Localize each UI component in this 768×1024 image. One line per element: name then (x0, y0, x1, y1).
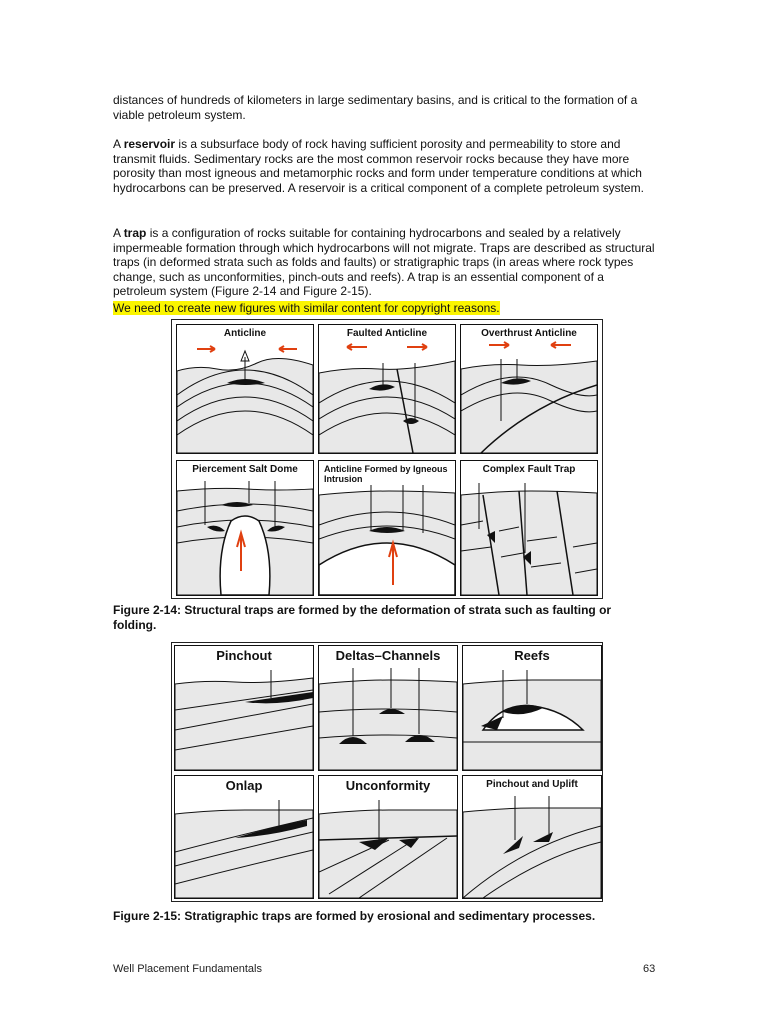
panel-deltas-channels (318, 645, 458, 771)
paragraph-trap (113, 226, 658, 299)
figure-2-14-caption: Figure 2-14: Structural traps are formed by the deformation of strata such as faulting or folding. (113, 603, 612, 632)
panel-title: Onlap (225, 778, 263, 793)
unconformity-diagram (319, 776, 457, 898)
pinchout-uplift-diagram (463, 776, 601, 898)
highlight-note-line (113, 301, 658, 316)
page-number: 63 (643, 963, 656, 975)
panel-title: Pinchout (216, 648, 272, 663)
figure-2-15 (171, 642, 603, 902)
panel-unconformity (318, 775, 458, 899)
panel-title: Unconformity (345, 778, 431, 793)
panel-piercement-salt-dome (176, 460, 314, 596)
paragraph-reservoir (113, 137, 658, 195)
panel-onlap (174, 775, 314, 899)
overthrust-anticline-diagram (461, 325, 597, 453)
panel-pinchout-and-uplift (462, 775, 602, 899)
salt-dome-diagram (177, 461, 313, 595)
para-lead: A (113, 137, 124, 151)
highlight-note: We need to create new figures with similar content for copyright reasons. (113, 301, 500, 315)
panel-title: Pinchout and Uplift (486, 779, 578, 790)
term-trap: trap (123, 226, 147, 240)
panel-title: Complex Fault Trap (482, 464, 576, 475)
panel-title: Deltas–Channels (335, 648, 441, 663)
panel-title: Faulted Anticline (346, 328, 428, 339)
panel-title: Piercement Salt Dome (192, 464, 298, 475)
panel-pinchout (174, 645, 314, 771)
panel-title: Overthrust Anticline (481, 328, 577, 339)
panel-igneous-intrusion (318, 460, 456, 596)
term-reservoir: reservoir (123, 137, 176, 151)
footer-title: Well Placement Fundamentals (113, 963, 262, 975)
complex-fault-trap-diagram (461, 461, 597, 595)
deltas-channels-diagram (319, 646, 457, 770)
panel-overthrust-anticline (460, 324, 598, 454)
panel-reefs (462, 645, 602, 771)
figure-2-14 (171, 319, 603, 599)
panel-title: Reefs (514, 648, 550, 663)
para-lead: A (113, 226, 124, 240)
faulted-anticline-diagram (319, 325, 455, 453)
panel-faulted-anticline (318, 324, 456, 454)
panel-complex-fault-trap (460, 460, 598, 596)
panel-anticline (176, 324, 314, 454)
onlap-diagram (175, 776, 313, 898)
paragraph-intro: distances of hundreds of kilometers in large sedimentary basins, and is critical to the formation of a viable petroleum system. (113, 93, 638, 122)
figure-2-15-caption: Figure 2-15: Stratigraphic traps are formed by erosional and sedimentary processes. (113, 909, 596, 923)
panel-title: Anticline (223, 328, 267, 339)
pinchout-diagram (175, 646, 313, 770)
anticline-diagram (177, 325, 313, 453)
reefs-diagram (463, 646, 601, 770)
para-text: is a configuration of rocks suitable for containing hydrocarbons and sealed by a relatively impermeable formation through which hydrocarbons will not migrate. Traps are described as structural traps (in deformed strata such as folds and faults) or stratigraphic traps (in areas where rock types change, such as unconformities, pinch-outs and reefs). A trap is an essential component of a petroleum system (Figure 2-14 and Figure 2-15). (113, 226, 655, 299)
para-text: is a subsurface body of rock having sufficient porosity and permeability to store and transmit fluids. Sedimentary rocks are the most common reservoir rocks because they have more porosity than most igneous and metamorphic rocks and form under temperature conditions at which hydrocarbons can be preserved. A reservoir is a critical component of a complete petroleum system. (113, 137, 644, 195)
panel-title: Anticline Formed by Igneous Intrusion (324, 464, 448, 484)
